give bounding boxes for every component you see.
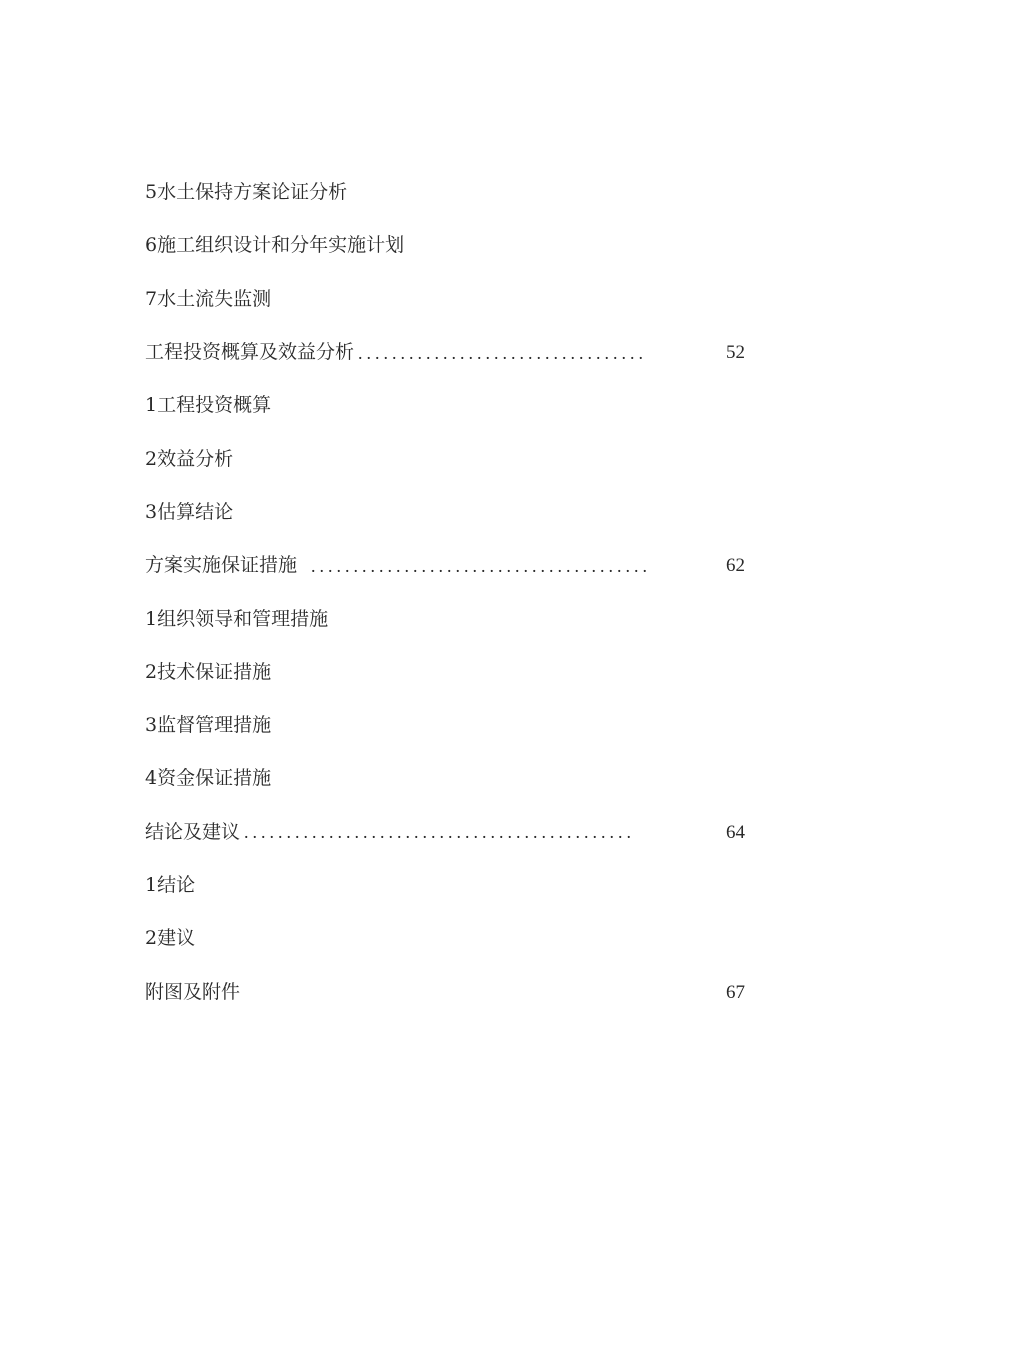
toc-chapter-entry xyxy=(145,326,745,379)
toc-entry-label: 3估算结论 xyxy=(145,500,234,523)
toc-dot-leader: .............................................. xyxy=(244,822,636,843)
toc-entry xyxy=(145,379,745,432)
toc-entry xyxy=(145,486,745,539)
table-of-contents xyxy=(145,166,745,1019)
toc-entry xyxy=(145,646,745,699)
toc-entry-label: 4资金保证措施 xyxy=(145,767,272,790)
toc-entry xyxy=(145,592,745,645)
toc-entry-label: 2技术保证措施 xyxy=(145,660,272,683)
toc-entry xyxy=(145,432,745,485)
toc-entry-label: 方案实施保证措施 xyxy=(145,554,298,577)
toc-entry-label: 7水土流失监测 xyxy=(145,287,272,310)
toc-entry xyxy=(145,912,745,965)
toc-entry-label: 3监督管理措施 xyxy=(145,714,272,737)
toc-entry xyxy=(145,699,745,752)
toc-entry-label: 2建议 xyxy=(145,927,196,950)
toc-chapter-entry xyxy=(145,806,745,859)
toc-chapter-entry xyxy=(145,539,745,592)
toc-dot-leader: ........................................ xyxy=(311,555,652,576)
toc-entry-label: 附图及附件 xyxy=(145,980,241,1003)
toc-entry xyxy=(145,752,745,805)
toc-entry xyxy=(145,273,745,326)
toc-entry-label: 6施工组织设计和分年实施计划 xyxy=(145,234,405,257)
toc-entry-label: 1工程投资概算 xyxy=(145,394,272,417)
toc-entry xyxy=(145,166,745,219)
toc-dot-leader: .................................. xyxy=(358,342,648,363)
toc-chapter-entry xyxy=(145,965,745,1018)
toc-entry-label: 1结论 xyxy=(145,874,196,896)
toc-entry-label: 1组织领导和管理措施 xyxy=(145,607,329,630)
toc-page-number: 67 xyxy=(726,981,745,1003)
toc-page-number: 52 xyxy=(726,342,745,364)
toc-entry xyxy=(145,859,745,912)
toc-page-number: 64 xyxy=(726,821,745,843)
toc-entry-label: 工程投资概算及效益分析 xyxy=(145,341,355,364)
toc-page-number: 62 xyxy=(726,555,745,577)
toc-entry-label: 2效益分析 xyxy=(145,447,234,470)
toc-entry xyxy=(145,219,745,272)
toc-entry-label: 5水土保持方案论证分析 xyxy=(145,181,348,204)
toc-entry-label: 结论及建议 xyxy=(145,820,241,843)
